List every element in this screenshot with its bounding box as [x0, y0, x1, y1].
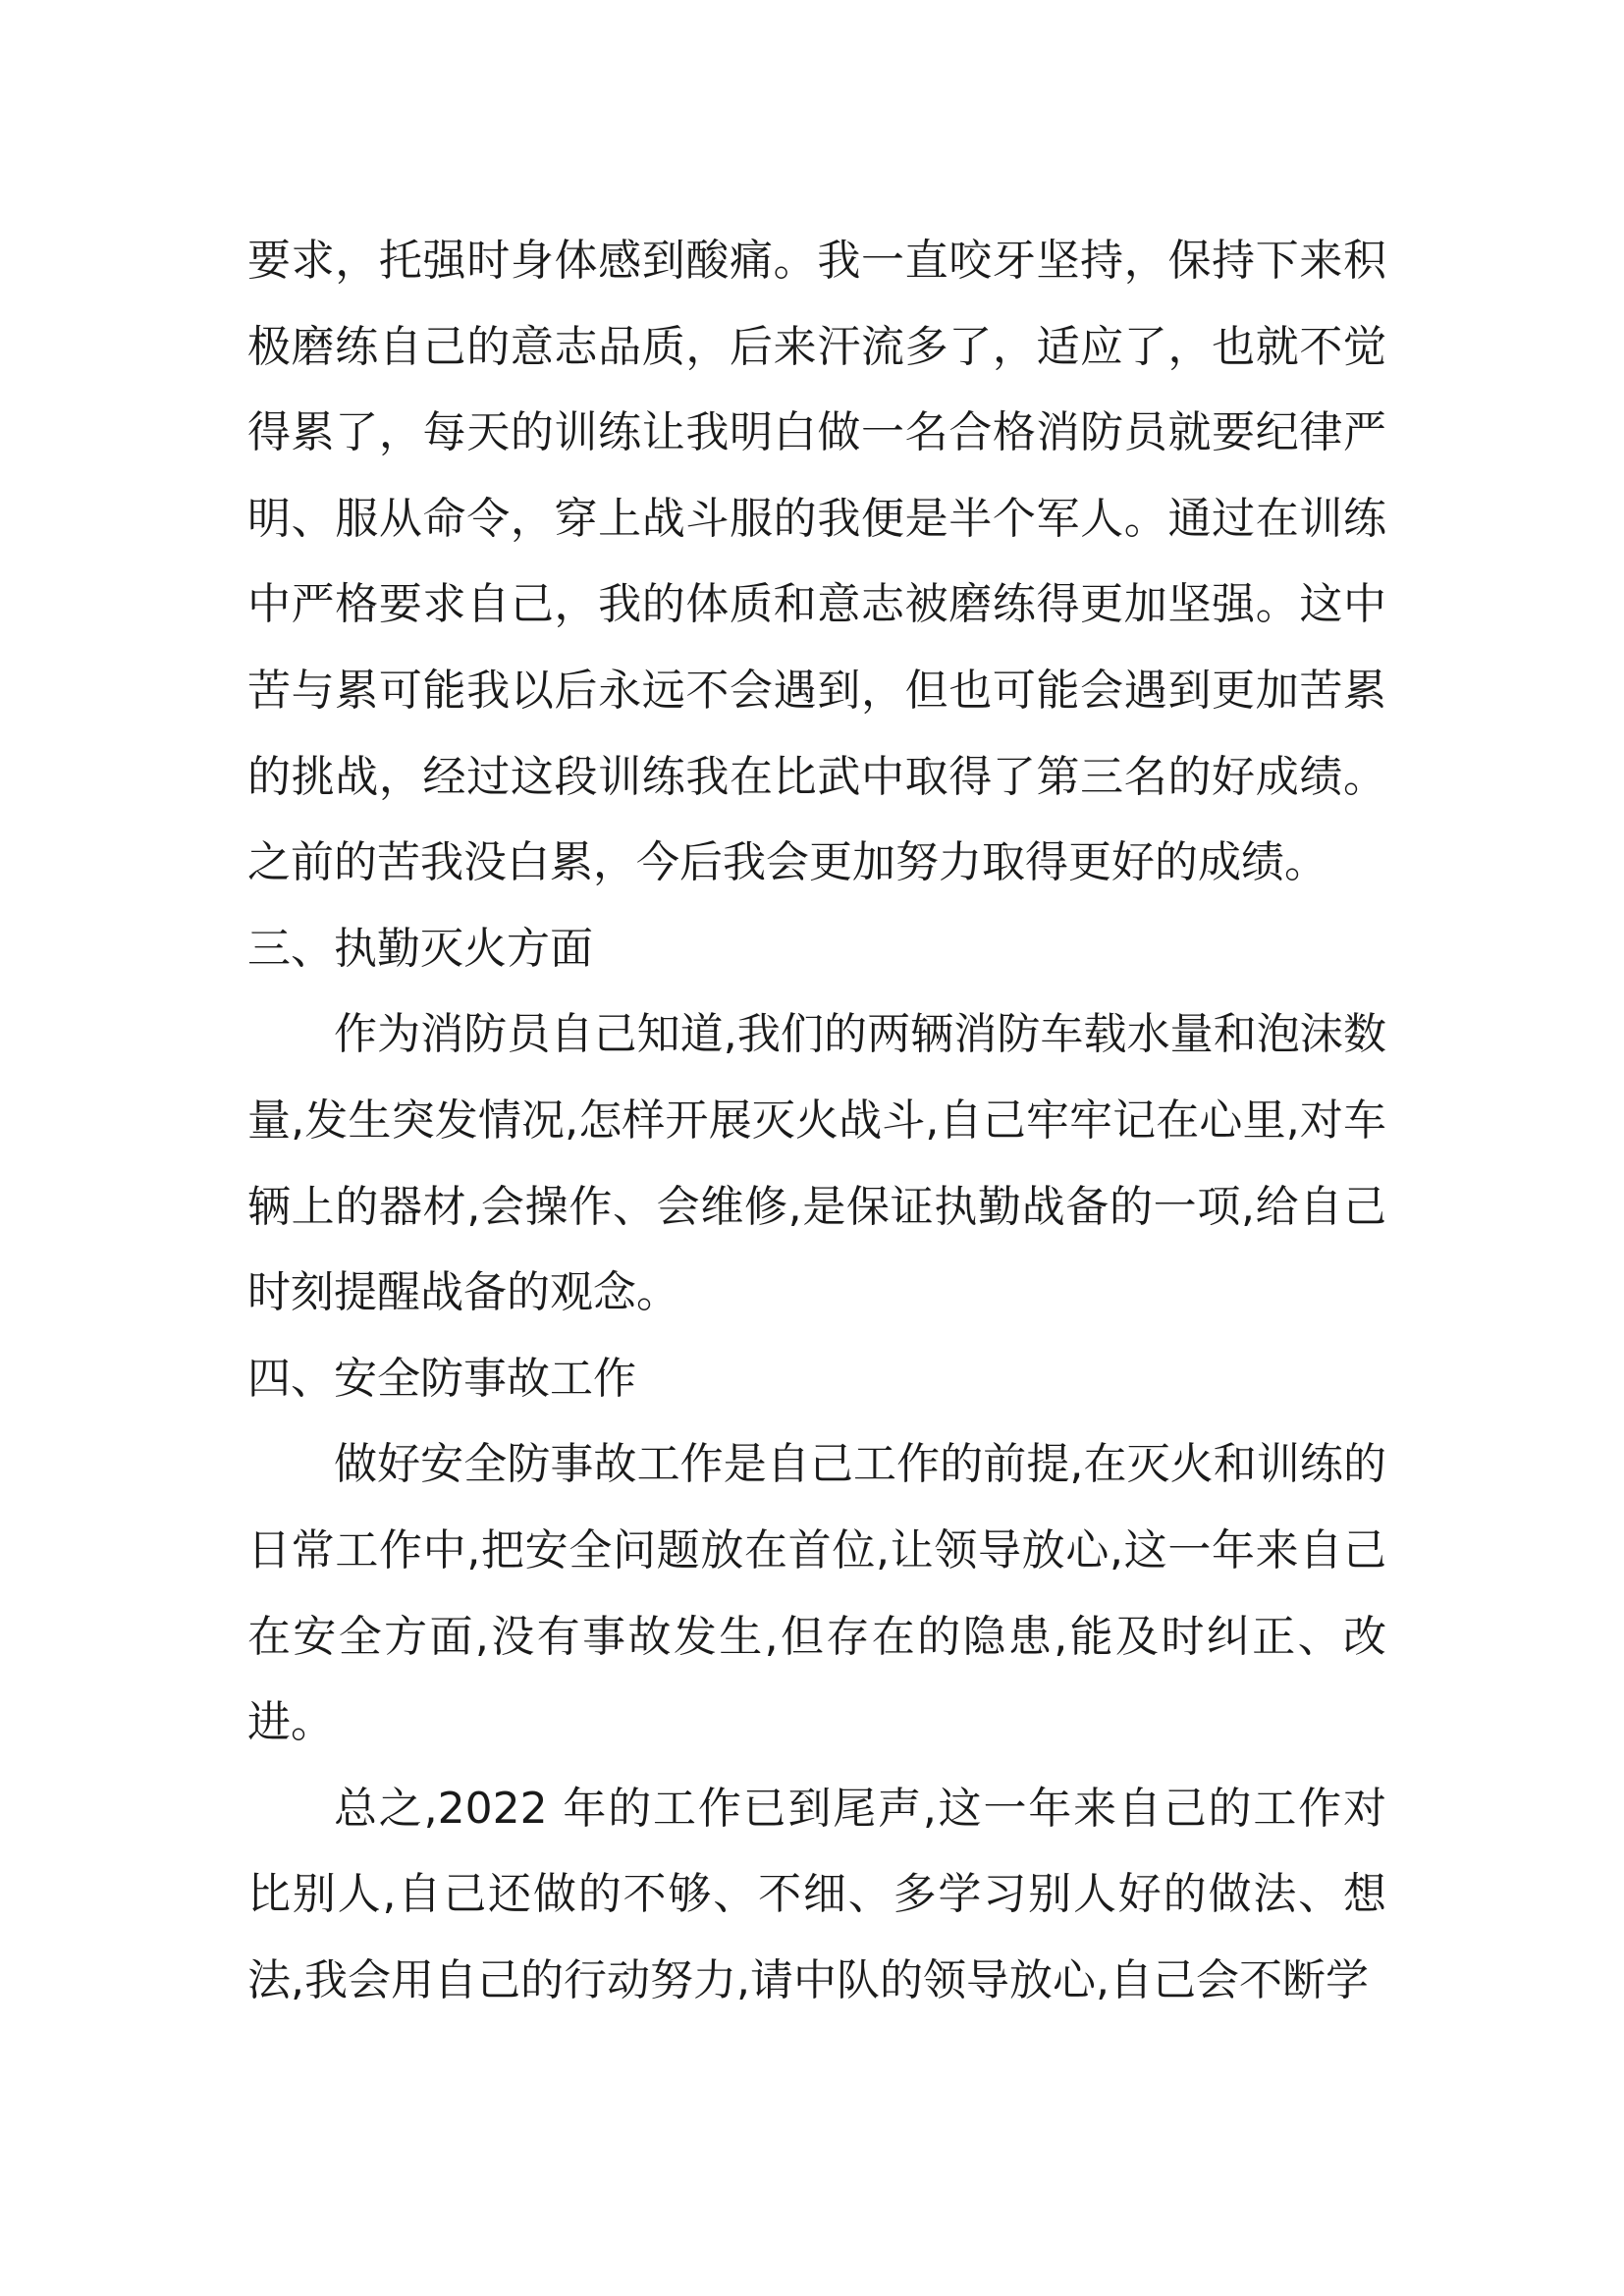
paragraph-training-reflection: 要求，托强时身体感到酸痛。我一直咬牙坚持，保持下来积极磨练自己的意志品质，后来汗流多了，适应了，也就不觉得累了，每天的训练让我明白做一名合格消防员就要纪律严明、服从命令，穿上战斗服的我便是半个军人。通过在训练中严格要求自己，我的体质和意志被磨练得更加坚强。这中苦与累可能我以后永远不会遇到，但也可能会遇到更加苦累的挑战，经过这段训练我在比武中取得了第三名的好成绩。之前的苦我没白累，今后我会更加努力取得更好的成绩。 — [247, 236, 1386, 888]
section-heading-safety-work: 四、安全防事故工作 — [247, 1353, 636, 1404]
section-heading-firefighting-duty: 三、执勤灭火方面 — [247, 923, 593, 974]
paragraph-safety-work: 做好安全防事故工作是自己工作的前提,在灭火和训练的日常工作中,把安全问题放在首位,让领导放心,这一年来自己在安全方面,没有事故发生,但存在的隐患,能及时纠正、改进。 — [247, 1439, 1386, 1748]
paragraph-firefighting-duty: 作为消防员自己知道,我们的两辆消防车载水量和泡沫数量,发生突发情况,怎样开展灭火战斗,自己牢牢记在心里,对车辆上的器材,会操作、会维修,是保证执勤战备的一项,给自己时刻提醒战备的观念。 — [247, 1009, 1386, 1318]
paragraph-summary: 总之,2022 年的工作已到尾声,这一年来自己的工作对比别人,自己还做的不够、不细、多学习别人好的做法、想法,我会用自己的行动努力,请中队的领导放心,自己会不断学 — [247, 1783, 1386, 2005]
document-body — [247, 218, 1386, 2023]
